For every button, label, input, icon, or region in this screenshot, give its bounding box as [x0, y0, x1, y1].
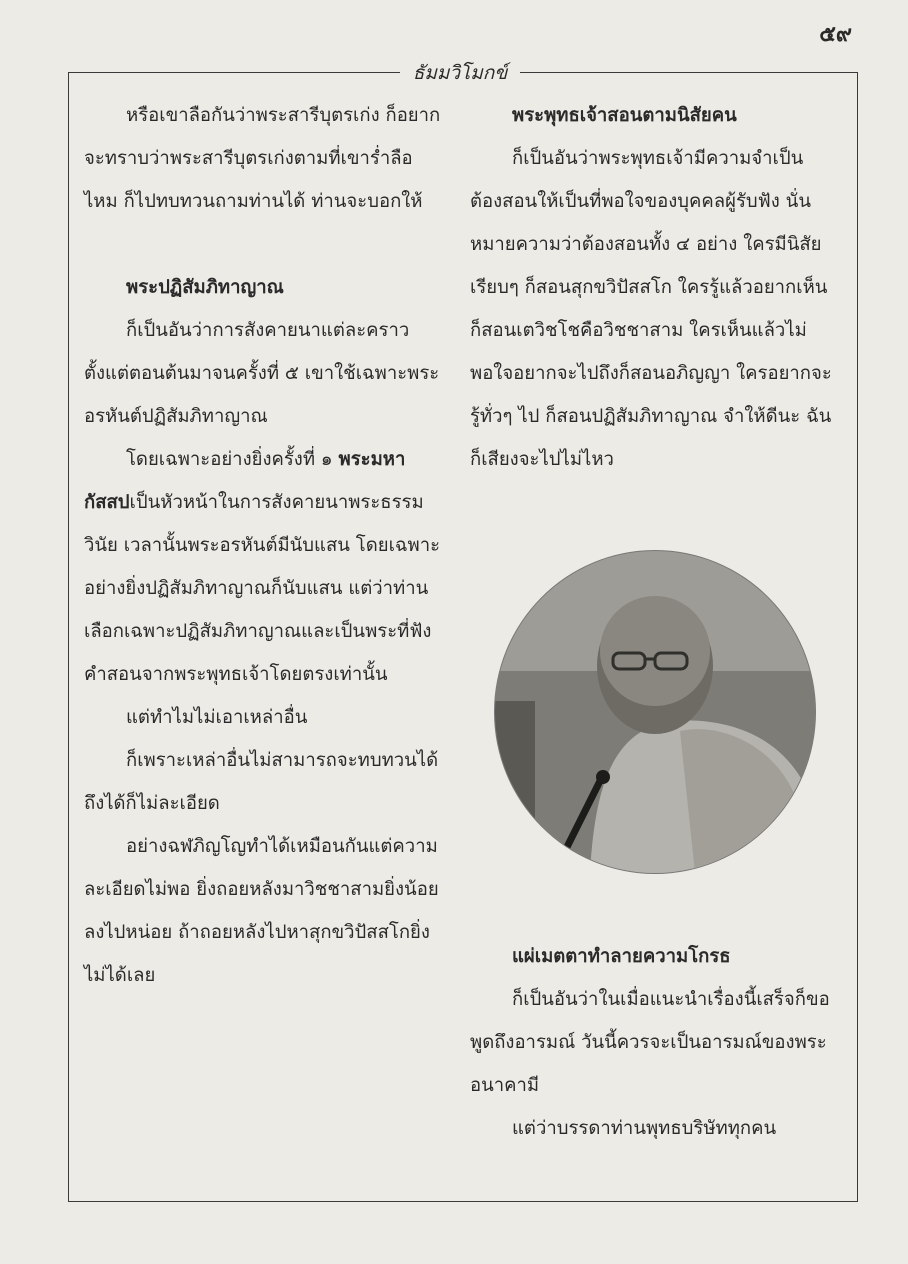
page-number: ๕๙ — [819, 21, 852, 47]
paragraph: ก็เป็นอันว่าการสังคายนาแต่ละคราวตั้งแต่ตอนต้นมาจนครั้งที่ ๕ เขาใช้เฉพาะพระอรหันต์ปฏิสัมภิทาญาณ — [84, 320, 440, 427]
paragraph: หรือเขาลือกันว่าพระสารีบุตรเก่ง ก็อยากจะทราบว่าพระสารีบุตรเก่งตามที่เขาร่ำลือไหม ก็ไปทบทวนถามท่านได้ ท่านจะบอกให้ — [84, 105, 441, 212]
running-header: ธัมมวิโมกข์ — [400, 58, 520, 88]
monk-photo-illustration — [495, 551, 815, 873]
paragraph — [84, 438, 446, 696]
paragraph: อย่างฉฬภิญโญทำได้เหมือนกันแต่ความละเอียดไม่พอ ยิ่งถอยหลังมาวิชชาสามยิ่งน้อยลงไปหน่อย ถ้าถอยหลังไปหาสุกขวิปัสสโกยิ่งไม่ได้เลย — [84, 836, 439, 986]
text-run: เป็นหัวหน้าในการสังคายนาพระธรรมวินัย เวลานั้นพระอรหันต์มีนับแสน โดยเฉพาะอย่างยิ่งปฏิสัมภิทาญาณก็นับแสน แต่ว่าท่านเลือกเฉพาะปฏิสัมภิทาญาณและเป็นพระที่ฟังคำสอนจากพระพุทธเจ้าโดยตรงเท่านั้น — [84, 492, 441, 685]
section-heading: พระพุทธเจ้าสอนตามนิสัยคน — [512, 105, 737, 126]
section-heading: แผ่เมตตาทำลายความโกรธ — [512, 946, 731, 967]
bold-name: พระมหากัสสป — [84, 449, 406, 513]
paragraph: แต่ว่าบรรดาท่านพุทธบริษัททุกคน — [512, 1118, 777, 1139]
text-run: โดยเฉพาะอย่างยิ่งครั้งที่ ๑ — [126, 449, 339, 470]
paragraph: แต่ทำไมไม่เอาเหล่าอื่น — [126, 707, 308, 728]
paragraph: ก็เพราะเหล่าอื่นไม่สามารถจะทบทวนได้ ถึงได้ก็ไม่ละเอียด — [84, 750, 439, 814]
monk-photo — [494, 550, 816, 874]
paragraph: ก็เป็นอันว่าในเมื่อแนะนำเรื่องนี้เสร็จก็ขอพูดถึงอารมณ์ วันนี้ควรจะเป็นอารมณ์ของพระอนาคามี — [470, 989, 830, 1096]
paragraph: ก็เป็นอันว่าพระพุทธเจ้ามีความจำเป็นต้องสอนให้เป็นที่พอใจของบุคคลผู้รับฟัง นั่นหมายความว่าต้องสอนทั้ง ๔ อย่าง ใครมีนิสัยเรียบๆ ก็สอนสุกขวิปัสสโก ใครรู้แล้วอยากเห็นก็สอนเตวิชโชคือวิชชาสาม ใครเห็นแล้วไม่พอใจอยากจะไปถึงก็สอนอภิญญา ใครอยากจะรู้ทั่วๆ ไป ก็สอนปฏิสัมภิทาญาณ จำให้ดีนะ ฉันก็เสียงจะไปไม่ไหว — [470, 148, 832, 470]
left-column — [84, 94, 446, 997]
section-heading: พระปฏิสัมภิทาญาณ — [126, 277, 284, 298]
right-column-continued — [470, 935, 832, 1150]
right-column — [470, 94, 832, 481]
